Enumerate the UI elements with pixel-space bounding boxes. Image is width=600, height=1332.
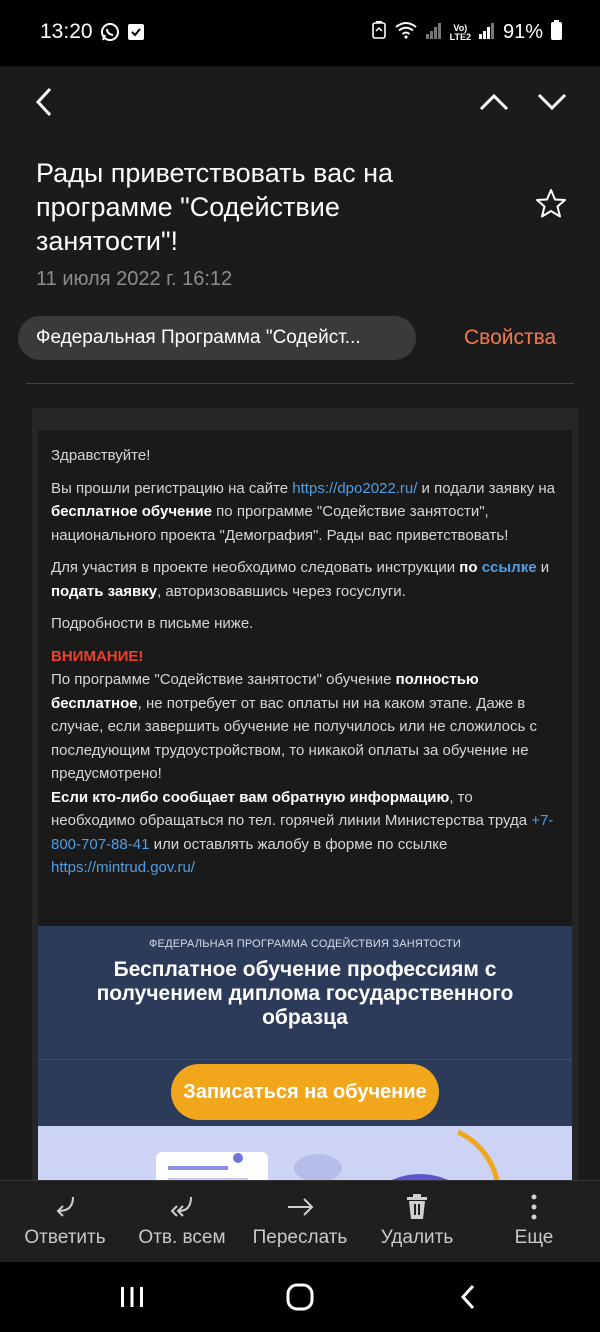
forward-button[interactable]: [240, 1193, 360, 1249]
hotline-phone-link[interactable]: +7-800-707-88-41: [51, 812, 554, 853]
enroll-button[interactable]: Записаться на обучение: [171, 1064, 439, 1120]
star-icon: [535, 188, 567, 218]
whatsapp-icon: [100, 22, 120, 47]
banner-kicker: ФЕДЕРАЛЬНАЯ ПРОГРАММА СОДЕЙСТВИЯ ЗАНЯТОСТИ: [148, 938, 462, 950]
more-label: Еще: [514, 1227, 554, 1248]
reply-all-label: Отв. всем: [138, 1227, 226, 1248]
back-arrow-icon: [458, 1283, 478, 1311]
previous-email-button[interactable]: [472, 82, 516, 122]
home-button[interactable]: [270, 1276, 330, 1318]
delete-label: Удалить: [380, 1227, 454, 1248]
chevron-down-icon: [537, 93, 567, 111]
email-body-frame: [32, 408, 578, 1262]
delete-button[interactable]: [357, 1193, 477, 1249]
trash-icon: [405, 1193, 429, 1221]
paragraph-instructions: [51, 556, 559, 603]
email-body: [38, 430, 572, 1262]
text-span: Вы прошли регистрацию на сайте: [51, 479, 293, 497]
bold-text: бесплатное обучение: [51, 503, 213, 520]
text-span: и подали заявку на: [417, 479, 555, 497]
star-button[interactable]: [535, 188, 567, 223]
forward-icon: [286, 1193, 314, 1221]
volte-label: Vo): [453, 22, 468, 33]
next-email-button[interactable]: [530, 82, 574, 122]
recent-apps-icon: [118, 1285, 146, 1309]
warning-label: ВНИМАНИЕ!: [51, 647, 144, 665]
status-bar: [0, 0, 600, 66]
status-time: 13:20: [40, 20, 93, 43]
volte-indicator: [450, 24, 471, 42]
battery-saver-icon: [372, 21, 386, 44]
paragraph-registration: [51, 477, 559, 548]
checkbox-notification-icon: [128, 24, 144, 45]
chevron-up-icon: [479, 93, 509, 111]
paragraph-details: Подробности в письме ниже.: [51, 615, 254, 632]
bold-text: подать заявку: [51, 582, 158, 600]
sender-chip[interactable]: Федеральная Программа "Содейст...: [18, 316, 416, 360]
reply-all-button[interactable]: [122, 1193, 242, 1249]
banner-divider: [38, 1059, 572, 1060]
email-message: [38, 430, 572, 880]
email-subject: Рады приветствовать вас на программе "Содействие занятости"!: [36, 158, 394, 256]
bold-text: полностью бесплатное: [51, 671, 479, 712]
reply-all-icon: [167, 1193, 197, 1221]
email-date: 11 июля 2022 г. 16:12: [36, 268, 233, 290]
text-span: Для участия в проекте необходимо следовать инструкции: [51, 559, 460, 576]
forward-label: Переслать: [252, 1227, 348, 1248]
text-span: , то необходимо обращаться по тел. горячей линии Министерства труда: [51, 788, 532, 829]
signal-2-icon: [479, 21, 495, 44]
system-back-button[interactable]: [438, 1276, 498, 1318]
reply-label: Ответить: [24, 1227, 106, 1248]
signal-1-icon: [426, 21, 442, 44]
text-span: , авторизовавшись через госуслуги.: [157, 582, 406, 600]
battery-icon: [551, 20, 562, 45]
chevron-left-icon: [34, 86, 54, 118]
mintrud-link[interactable]: https://mintrud.gov.ru/: [51, 859, 195, 876]
back-button[interactable]: [22, 82, 66, 122]
reply-icon: [51, 1193, 79, 1221]
header-divider: [26, 383, 574, 384]
dpo-site-link[interactable]: https://dpo2022.ru/: [292, 479, 418, 497]
text-span: или оставлять жалобу в форме по ссылке: [149, 835, 448, 853]
instructions-link[interactable]: ссылке: [481, 559, 537, 576]
more-button[interactable]: [474, 1193, 594, 1249]
properties-link[interactable]: Свойства: [464, 326, 557, 349]
text-span: по программе "Содействие занятости", национального проекта "Демография". Рады вас приветствовать!: [51, 503, 509, 544]
email-viewer: [0, 66, 600, 1262]
wifi-icon: [394, 21, 418, 44]
text-span: и: [536, 559, 550, 576]
bold-text: Если кто-либо сообщает вам обратную информацию: [51, 788, 450, 806]
top-navigation: [0, 66, 600, 136]
battery-percent: 91%: [502, 21, 543, 43]
network-type-label: LTE2: [449, 31, 471, 42]
banner-title: Бесплатное обучение профессиям с получением диплома государственного образца: [96, 958, 514, 1029]
home-icon: [285, 1283, 315, 1311]
email-action-bar: [0, 1180, 600, 1262]
promo-banner: [38, 926, 572, 1126]
recent-apps-button[interactable]: [102, 1276, 162, 1318]
greeting-text: Здравствуйте!: [51, 447, 151, 464]
bold-text: по: [459, 559, 482, 576]
text-span: , не потребует от вас оплаты ни на каком этапе. Даже в случае, если завершить обучение не получилось или не сложилось с последующим трудоустройством, то никакой оплаты за обучение не предусмотрено!: [51, 694, 537, 782]
paragraph-warning: [51, 645, 559, 880]
reply-button[interactable]: [5, 1193, 125, 1249]
system-navigation-bar: [0, 1262, 600, 1332]
text-span: По программе "Содействие занятости" обучение: [51, 671, 396, 688]
more-icon: [529, 1193, 539, 1221]
